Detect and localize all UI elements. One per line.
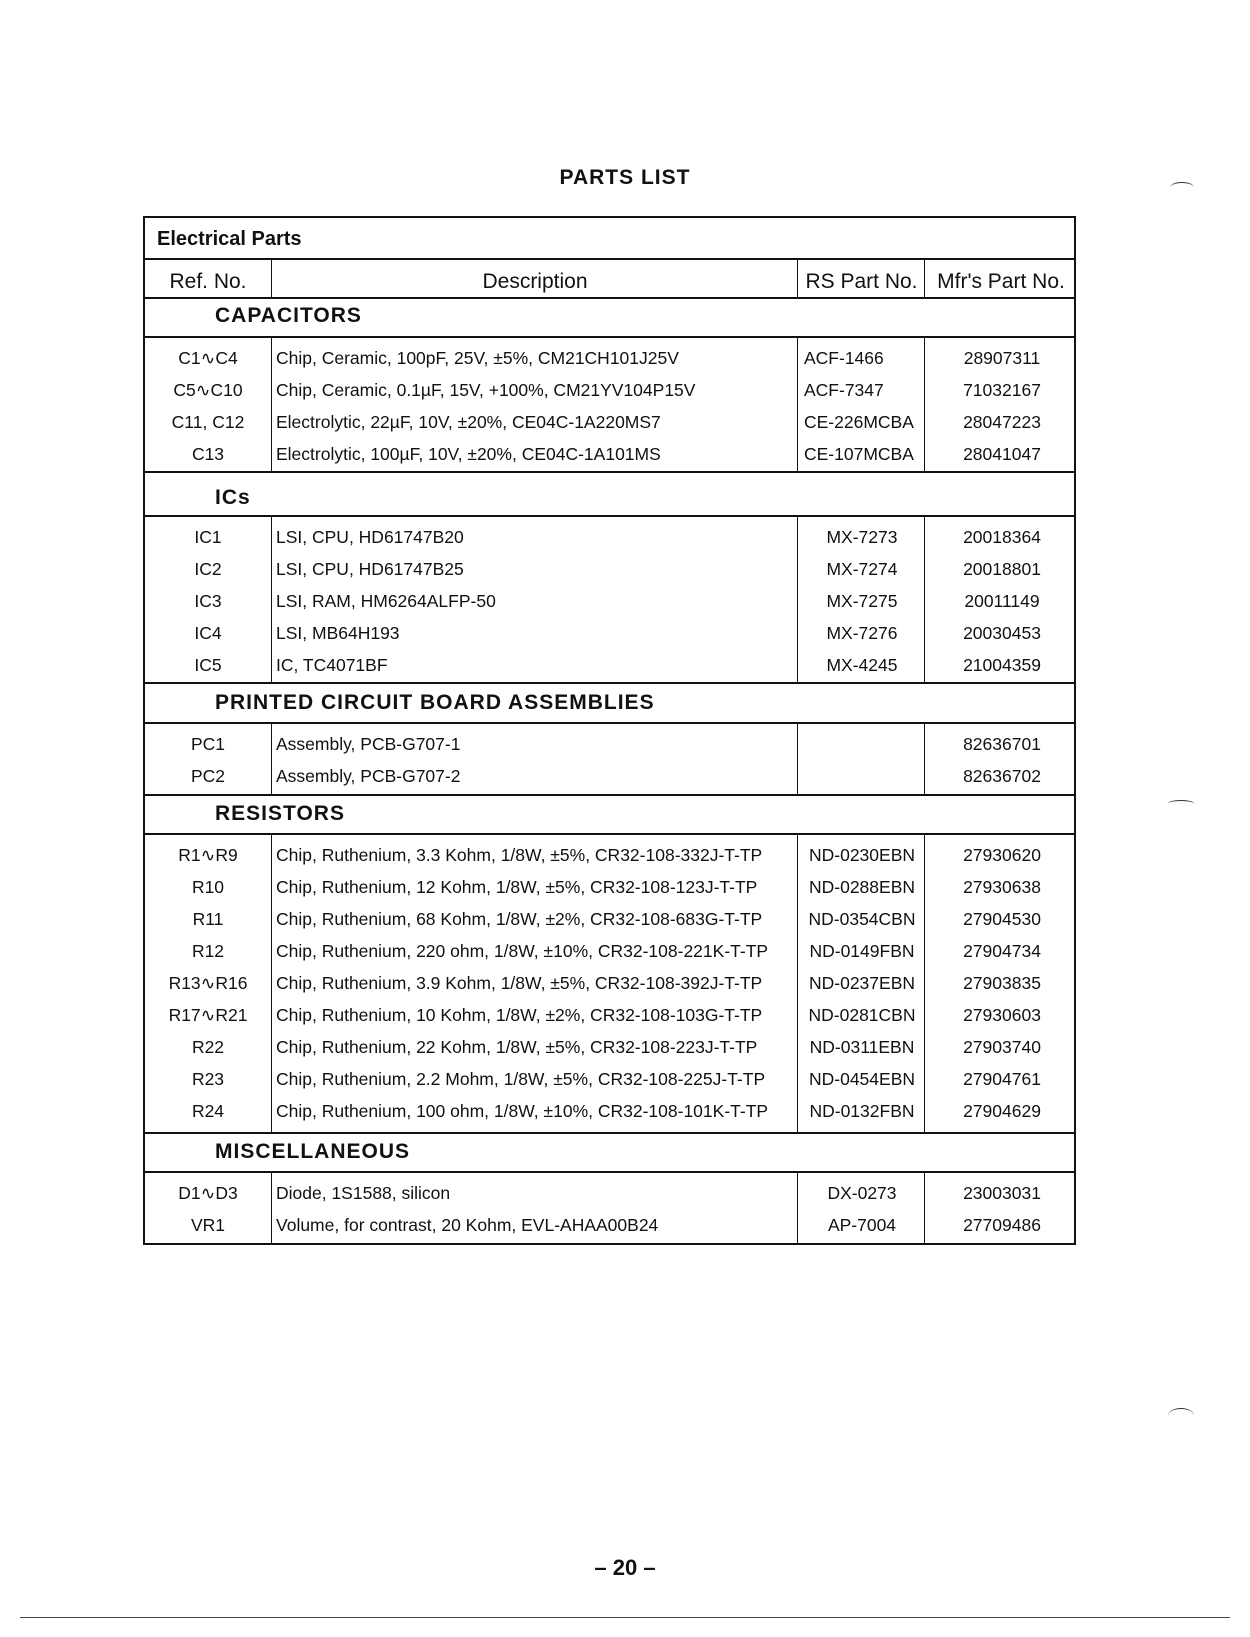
rs-part-cell: CE-226MCBA	[804, 412, 914, 432]
header-divider	[924, 258, 925, 297]
mfr-part-cell: 20018364	[963, 527, 1041, 547]
ref-cell: R24	[191, 1101, 225, 1121]
description-cell: IC, TC4071BF	[276, 655, 388, 675]
section-divider	[145, 833, 1074, 835]
header-mfr-part: Mfr's Part No.	[937, 270, 1065, 293]
ref-cell: IC4	[194, 623, 222, 643]
header-divider	[797, 258, 798, 297]
table-row	[145, 585, 1074, 617]
ref-cell: IC1	[194, 527, 222, 547]
description-cell: LSI, MB64H193	[276, 623, 400, 643]
rs-part-cell: CE-107MCBA	[804, 444, 914, 464]
mfr-part-cell: 27904734	[963, 941, 1041, 961]
table-row	[145, 935, 1074, 967]
ref-cell: R13∿R16	[168, 973, 248, 993]
description-cell: Chip, Ruthenium, 2.2 Mohm, 1/8W, ±5%, CR32-108-225J-T-TP	[276, 1069, 766, 1089]
table-row	[145, 1177, 1074, 1209]
description-cell: Assembly, PCB-G707-2	[276, 766, 461, 786]
rs-part-cell: MX-7276	[826, 623, 898, 643]
section-title-miscellaneous: MISCELLANEOUS	[215, 1140, 411, 1163]
section-title-ics: ICs	[215, 486, 251, 509]
description-cell: Assembly, PCB-G707-1	[276, 734, 461, 754]
ref-cell: VR1	[190, 1215, 226, 1235]
mfr-part-cell: 27904530	[963, 909, 1041, 929]
mfr-part-cell: 27903835	[963, 973, 1041, 993]
table-row	[145, 839, 1074, 871]
rs-part-cell: AP-7004	[827, 1215, 897, 1235]
table-row	[145, 342, 1074, 374]
section-title-resistors: RESISTORS	[215, 802, 345, 825]
table-row	[145, 438, 1074, 470]
mfr-part-cell: 20011149	[964, 591, 1040, 611]
header-divider	[271, 258, 272, 297]
header-divider-bottom	[145, 297, 1074, 299]
mfr-part-cell: 27903740	[963, 1037, 1041, 1057]
ref-cell: IC3	[194, 591, 222, 611]
footer-rule	[20, 1617, 1230, 1618]
rs-part-cell: ND-0288EBN	[808, 877, 916, 897]
table-row	[145, 374, 1074, 406]
table-row	[145, 871, 1074, 903]
rs-part-cell: MX-7275	[826, 591, 898, 611]
ref-cell: R17∿R21	[168, 1005, 248, 1025]
table-row	[145, 1209, 1074, 1241]
rs-part-cell: MX-4245	[826, 655, 898, 675]
table-title: Electrical Parts	[157, 228, 302, 250]
description-cell: Volume, for contrast, 20 Kohm, EVL-AHAA00B24	[276, 1215, 659, 1235]
ref-cell: C1∿C4	[178, 348, 238, 368]
description-cell: Chip, Ruthenium, 3.9 Kohm, 1/8W, ±5%, CR32-108-392J-T-TP	[276, 973, 763, 993]
rs-part-cell: ND-0454EBN	[808, 1069, 916, 1089]
rs-part-cell: ND-0237EBN	[808, 973, 916, 993]
description-cell: Diode, 1S1588, silicon	[276, 1183, 451, 1203]
header-rs-part: RS Part No.	[805, 270, 918, 293]
section-divider	[145, 682, 1074, 684]
mfr-part-cell: 28041047	[963, 444, 1041, 464]
table-row	[145, 553, 1074, 585]
section-title-capacitors: CAPACITORS	[215, 304, 362, 327]
page-number: – 20 –	[594, 1555, 656, 1580]
scan-mark	[1170, 182, 1194, 193]
description-cell: LSI, CPU, HD61747B20	[276, 527, 464, 547]
ref-cell: PC2	[190, 766, 226, 786]
description-cell: Chip, Ceramic, 0.1µF, 15V, +100%, CM21YV104P15V	[276, 380, 696, 400]
mfr-part-cell: 27904761	[963, 1069, 1041, 1089]
table-row	[145, 521, 1074, 553]
rs-part-cell: ND-0230EBN	[808, 845, 916, 865]
description-cell: Electrolytic, 22µF, 10V, ±20%, CE04C-1A220MS7	[276, 412, 661, 432]
mfr-part-cell: 27709486	[963, 1215, 1041, 1235]
description-cell: Chip, Ruthenium, 10 Kohm, 1/8W, ±2%, CR32-108-103G-T-TP	[276, 1005, 763, 1025]
description-cell: LSI, CPU, HD61747B25	[276, 559, 464, 579]
ref-cell: IC2	[194, 559, 222, 579]
mfr-part-cell: 20030453	[963, 623, 1041, 643]
ref-cell: R23	[191, 1069, 225, 1089]
mfr-part-cell: 28047223	[963, 412, 1041, 432]
section-divider	[145, 1171, 1074, 1173]
section-divider	[145, 515, 1074, 517]
scan-mark	[1168, 1408, 1194, 1423]
table-row	[145, 406, 1074, 438]
section-divider	[145, 471, 1074, 473]
ref-cell: R1∿R9	[178, 845, 238, 865]
table-row	[145, 649, 1074, 681]
table-title-divider	[145, 258, 1074, 260]
ref-cell: C13	[191, 444, 225, 464]
table-row	[145, 999, 1074, 1031]
table-row	[145, 617, 1074, 649]
description-cell: Chip, Ruthenium, 68 Kohm, 1/8W, ±2%, CR32-108-683G-T-TP	[276, 909, 763, 929]
table-row	[145, 967, 1074, 999]
mfr-part-cell: 23003031	[963, 1183, 1041, 1203]
mfr-part-cell: 71032167	[963, 380, 1041, 400]
section-divider	[145, 794, 1074, 796]
mfr-part-cell: 27930603	[963, 1005, 1041, 1025]
description-cell: Chip, Ruthenium, 12 Kohm, 1/8W, ±5%, CR32-108-123J-T-TP	[276, 877, 758, 897]
section-divider	[145, 336, 1074, 338]
rs-part-cell: ACF-1466	[804, 348, 884, 368]
table-row	[145, 1063, 1074, 1095]
ref-cell: IC5	[194, 655, 222, 675]
section-divider	[145, 722, 1074, 724]
rs-part-cell: ACF-7347	[804, 380, 884, 400]
description-cell: Chip, Ruthenium, 3.3 Kohm, 1/8W, ±5%, CR32-108-332J-T-TP	[276, 845, 763, 865]
description-cell: Chip, Ruthenium, 22 Kohm, 1/8W, ±5%, CR32-108-223J-T-TP	[276, 1037, 758, 1057]
scan-mark	[1168, 800, 1194, 807]
rs-part-cell: ND-0354CBN	[808, 909, 916, 929]
mfr-part-cell: 82636701	[963, 734, 1041, 754]
ref-cell: R10	[191, 877, 225, 897]
description-cell: Chip, Ruthenium, 220 ohm, 1/8W, ±10%, CR32-108-221K-T-TP	[276, 941, 769, 961]
mfr-part-cell: 20018801	[963, 559, 1041, 579]
description-cell: LSI, RAM, HM6264ALFP-50	[276, 591, 496, 611]
ref-cell: C11, C12	[171, 412, 245, 432]
ref-cell: PC1	[190, 734, 226, 754]
rs-part-cell: ND-0311EBN	[809, 1037, 915, 1057]
mfr-part-cell: 27930620	[963, 845, 1041, 865]
mfr-part-cell: 27930638	[963, 877, 1041, 897]
description-cell: Chip, Ceramic, 100pF, 25V, ±5%, CM21CH101J25V	[276, 348, 679, 368]
ref-cell: R12	[191, 941, 225, 961]
description-cell: Chip, Ruthenium, 100 ohm, 1/8W, ±10%, CR32-108-101K-T-TP	[276, 1101, 769, 1121]
table-row	[145, 760, 1074, 792]
mfr-part-cell: 27904629	[963, 1101, 1041, 1121]
table-row	[145, 1095, 1074, 1127]
section-title-pcb-assemblies: PRINTED CIRCUIT BOARD ASSEMBLIES	[215, 691, 655, 714]
header-description: Description	[482, 270, 588, 293]
page-title: PARTS LIST	[559, 166, 691, 189]
ref-cell: R11	[192, 909, 224, 929]
table-row	[145, 1031, 1074, 1063]
ref-cell: D1∿D3	[178, 1183, 238, 1203]
ref-cell: C5∿C10	[173, 380, 243, 400]
rs-part-cell: MX-7274	[826, 559, 898, 579]
ref-cell: R22	[191, 1037, 225, 1057]
header-ref: Ref. No.	[169, 270, 247, 293]
section-divider	[145, 1132, 1074, 1134]
description-cell: Electrolytic, 100µF, 10V, ±20%, CE04C-1A101MS	[276, 444, 661, 464]
table-row	[145, 903, 1074, 935]
mfr-part-cell: 82636702	[963, 766, 1041, 786]
rs-part-cell: ND-0149FBN	[809, 941, 915, 961]
rs-part-cell: ND-0132FBN	[809, 1101, 915, 1121]
rs-part-cell: ND-0281CBN	[808, 1005, 916, 1025]
rs-part-cell: MX-7273	[826, 527, 898, 547]
mfr-part-cell: 21004359	[963, 655, 1041, 675]
parts-table	[143, 216, 1076, 1245]
mfr-part-cell: 28907311	[963, 348, 1041, 368]
rs-part-cell: DX-0273	[827, 1183, 897, 1203]
table-row	[145, 728, 1074, 760]
